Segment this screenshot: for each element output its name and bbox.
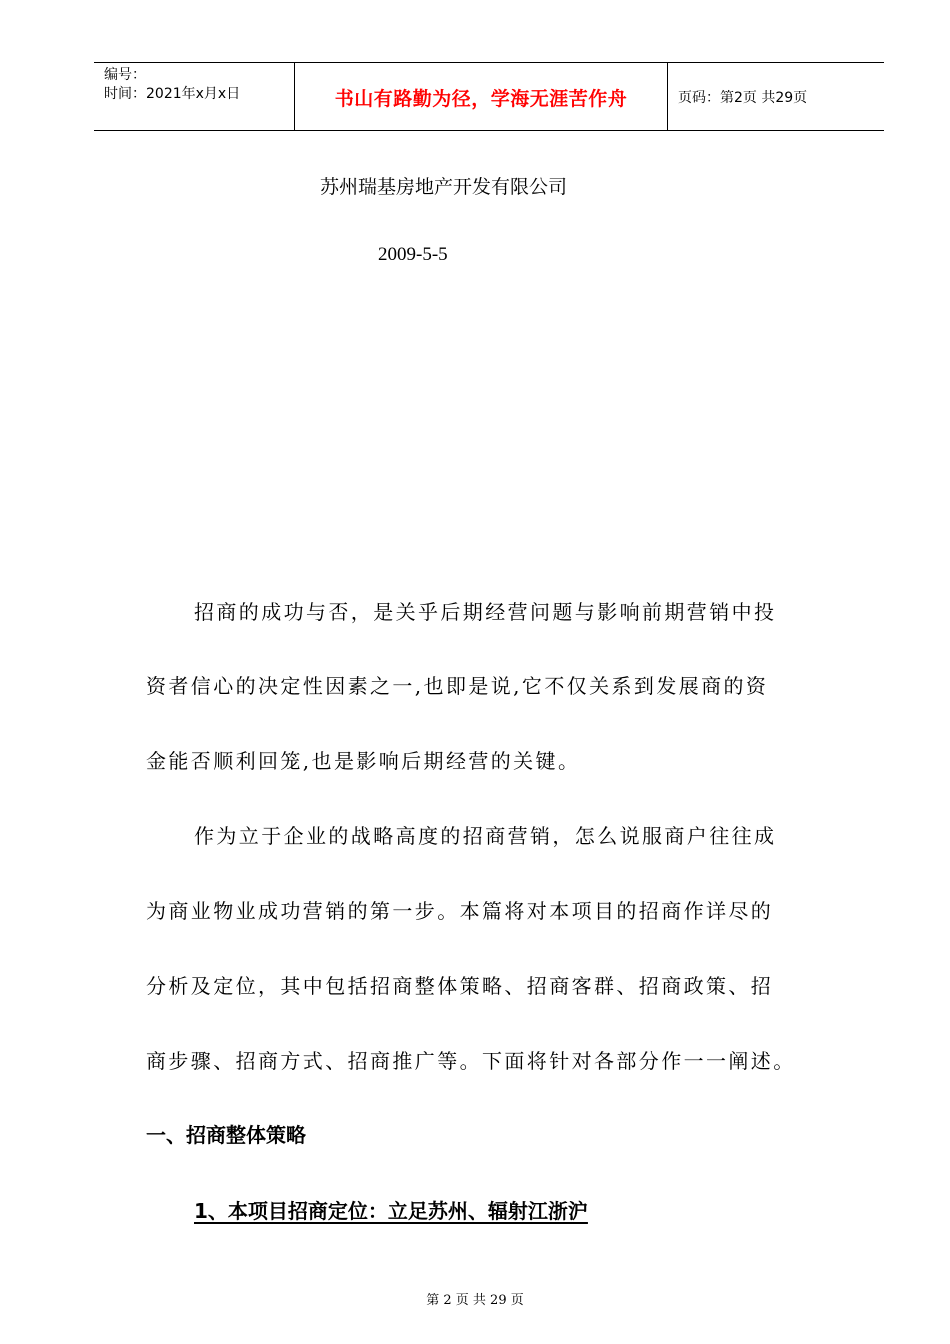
body-line-5: 为商业物业成功营销的第一步。本篇将对本项目的招商作详尽的 [146,899,774,923]
header-page-info: 页码：第2页 共29页 [678,90,808,106]
page-footer: 第 2 页 共 29 页 [426,1293,524,1308]
subsection-heading-1: 1、本项目招商定位：立足苏州、辐射江浙沪 [194,1199,588,1223]
header-line-top [94,62,884,63]
body-line-3: 金能否顺利回笼,也是影响后期经营的关键。 [146,749,581,773]
header-motto: 书山有路勤为径，学海无涯苦作舟 [334,88,628,110]
section-heading-1: 一、招商整体策略 [146,1123,306,1147]
time-label: 时间：2021年x月x日 [104,86,241,102]
document-date: 2009-5-5 [378,244,448,265]
body-line-7: 商步骤、招商方式、招商推广等。下面将针对各部分作一一阐述。 [146,1049,796,1073]
header-line-bottom [94,130,884,131]
body-line-6: 分析及定位，其中包括招商整体策略、招商客群、招商政策、招 [146,974,774,998]
header-left [104,66,240,104]
header-divider-right [667,62,668,130]
company-name: 苏州瑞基房地产开发有限公司 [320,176,568,198]
body-line-2: 资者信心的决定性因素之一,也即是说,它不仅关系到发展商的资 [146,674,769,698]
header-divider-left [294,62,295,130]
body-line-1: 招商的成功与否，是关乎后期经营问题与影响前期营销中投 [194,600,777,624]
serial-label: 编号： [104,67,146,83]
body-line-4: 作为立于企业的战略高度的招商营销，怎么说服商户往往成 [194,824,777,848]
